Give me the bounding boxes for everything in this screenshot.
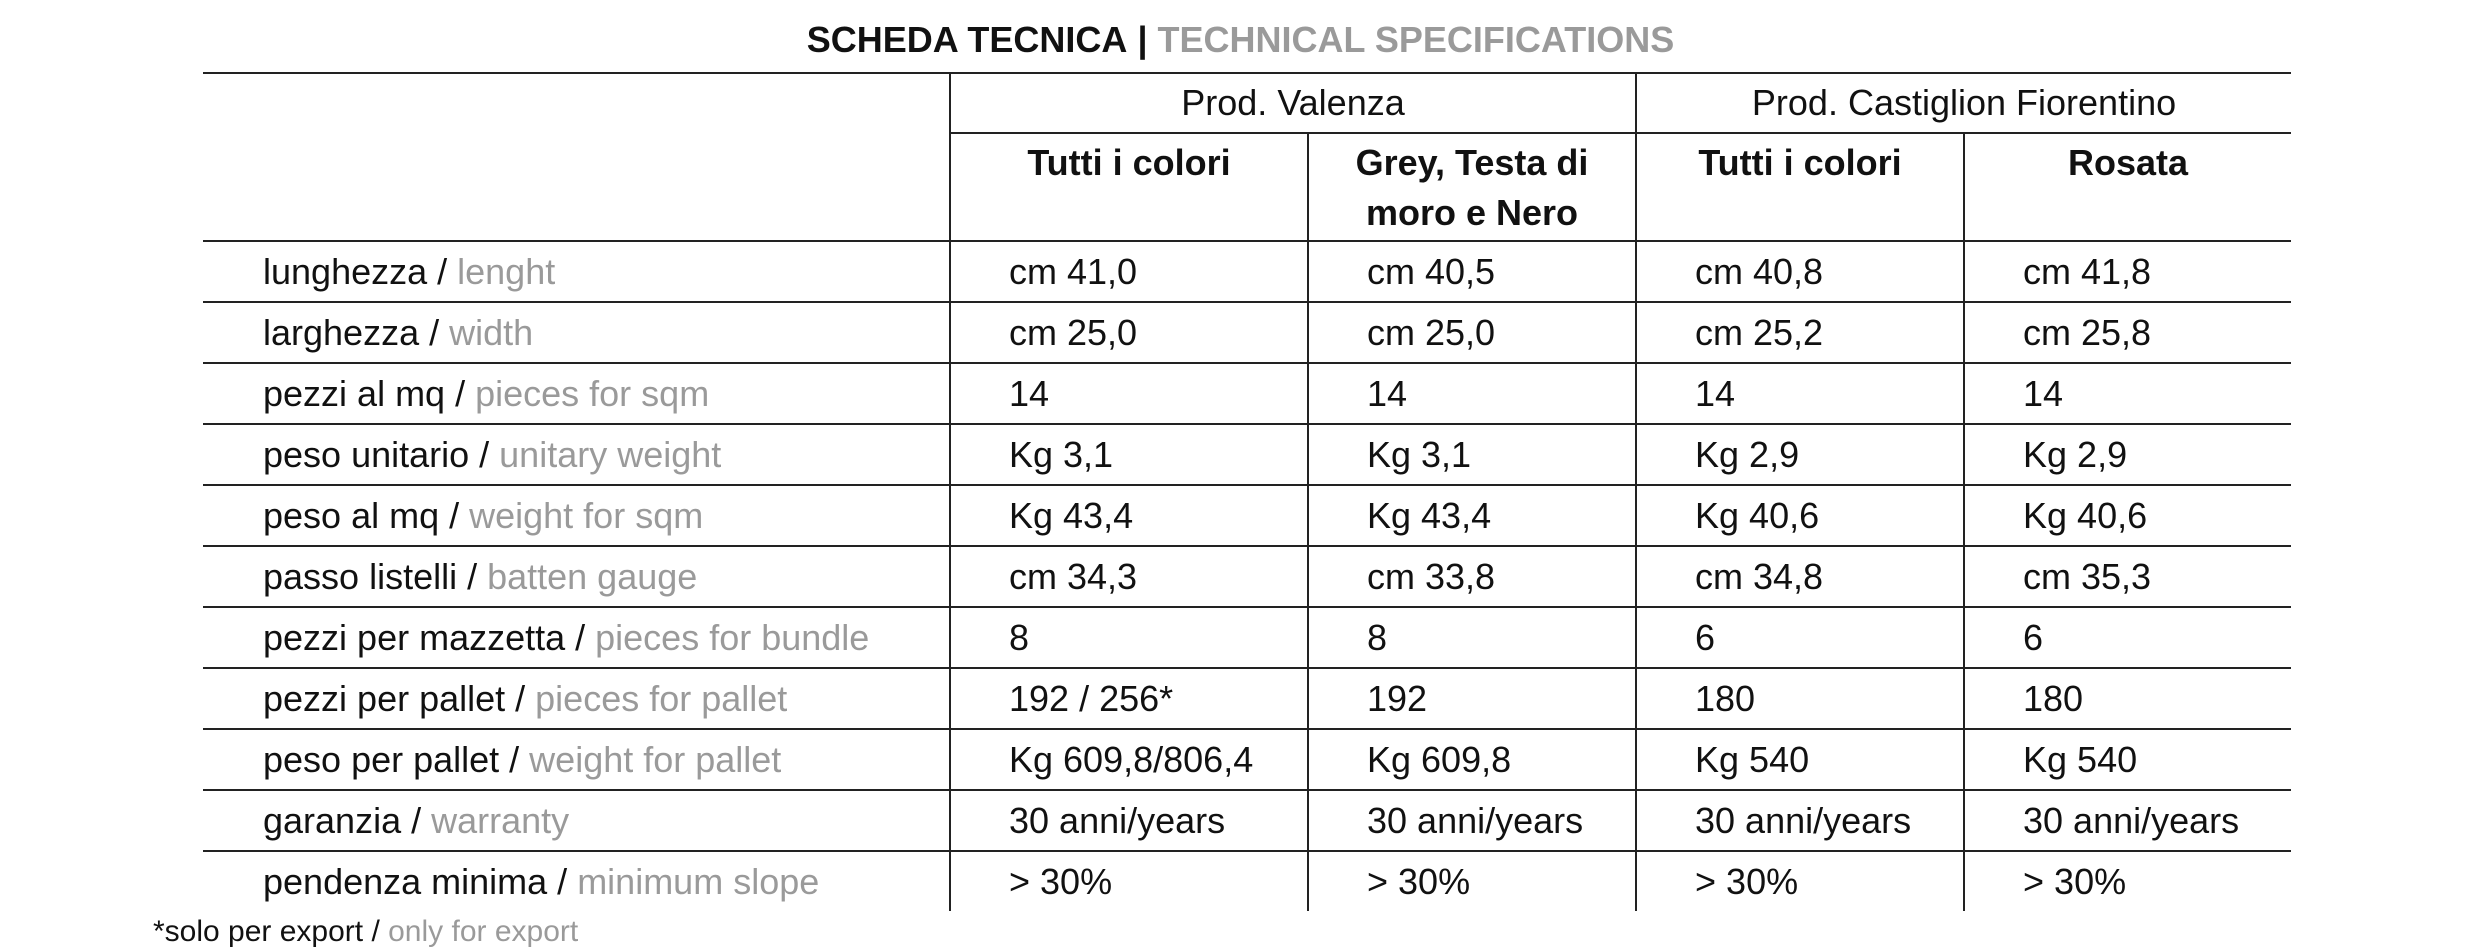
column-header: Rosata (1964, 133, 2291, 241)
table-cell: cm 40,8 (1636, 241, 1964, 302)
row-label: garanzia / warranty (203, 790, 950, 851)
table-cell: > 30% (950, 851, 1308, 911)
table-cell: Kg 3,1 (1308, 424, 1636, 485)
table-cell: cm 34,3 (950, 546, 1308, 607)
table-row (203, 302, 2291, 363)
table-cell: 6 (1964, 607, 2291, 668)
footnote-english: only for export (388, 915, 579, 948)
row-label: pezzi per pallet / pieces for pallet (203, 668, 950, 729)
table-cell: Kg 609,8 (1308, 729, 1636, 790)
table-row (203, 668, 2291, 729)
table-row (203, 546, 2291, 607)
row-label: passo listelli / batten gauge (203, 546, 950, 607)
table-cell: > 30% (1636, 851, 1964, 911)
table-cell: Kg 540 (1964, 729, 2291, 790)
table-cell: Kg 40,6 (1636, 485, 1964, 546)
table-cell: Kg 609,8/806,4 (950, 729, 1308, 790)
table-row (203, 729, 2291, 790)
table-cell: cm 40,5 (1308, 241, 1636, 302)
table-cell: cm 25,0 (950, 302, 1308, 363)
table-cell: > 30% (1308, 851, 1636, 911)
table-cell: 192 / 256* (950, 668, 1308, 729)
producer-header-row (203, 73, 2291, 133)
column-header: Grey, Testa di moro e Nero (1308, 133, 1636, 241)
table-cell: cm 41,8 (1964, 241, 2291, 302)
table-cell: Kg 40,6 (1964, 485, 2291, 546)
table-cell: cm 25,2 (1636, 302, 1964, 363)
table-cell: 180 (1636, 668, 1964, 729)
table-cell: 14 (1308, 363, 1636, 424)
spec-table (203, 72, 2291, 911)
row-label: pezzi al mq / pieces for sqm (203, 363, 950, 424)
table-row (203, 607, 2291, 668)
row-label: peso al mq / weight for sqm (203, 485, 950, 546)
table-cell: 8 (950, 607, 1308, 668)
table-cell: Kg 43,4 (950, 485, 1308, 546)
document-title (0, 14, 2481, 66)
table-cell: 30 anni/years (1964, 790, 2291, 851)
header-blank-cell (203, 73, 950, 241)
title-separator: | (1137, 19, 1148, 60)
table-cell: Kg 3,1 (950, 424, 1308, 485)
table-cell: 14 (1964, 363, 2291, 424)
column-header: Tutti i colori (950, 133, 1308, 241)
table-cell: cm 41,0 (950, 241, 1308, 302)
table-cell: 14 (1636, 363, 1964, 424)
table-cell: 30 anni/years (950, 790, 1308, 851)
table-cell: 30 anni/years (1308, 790, 1636, 851)
table-cell: 180 (1964, 668, 2291, 729)
table-cell: Kg 540 (1636, 729, 1964, 790)
row-label: peso per pallet / weight for pallet (203, 729, 950, 790)
table-row (203, 851, 2291, 911)
table-row (203, 790, 2291, 851)
producer-valenza: Prod. Valenza (950, 73, 1636, 133)
row-label: pendenza minima / minimum slope (263, 860, 820, 902)
column-header: Tutti i colori (1636, 133, 1964, 241)
table-row (203, 424, 2291, 485)
table-cell: cm 25,0 (1308, 302, 1636, 363)
row-label: lunghezza / lenght (203, 241, 950, 302)
table-cell: 8 (1308, 607, 1636, 668)
table-row (203, 485, 2291, 546)
row-label: peso unitario / unitary weight (203, 424, 950, 485)
table-cell: 14 (950, 363, 1308, 424)
table-cell: 6 (1636, 607, 1964, 668)
table-row (203, 363, 2291, 424)
footnote (153, 914, 578, 950)
footnote-italian: *solo per export / (153, 915, 389, 948)
table-cell: 192 (1308, 668, 1636, 729)
table-cell: 30 anni/years (1636, 790, 1964, 851)
title-italian: SCHEDA TECNICA (806, 19, 1128, 60)
row-label: pezzi per mazzetta / pieces for bundle (203, 607, 950, 668)
table-cell: cm 33,8 (1308, 546, 1636, 607)
table-cell: Kg 2,9 (1964, 424, 2291, 485)
producer-castiglion: Prod. Castiglion Fiorentino (1636, 73, 2291, 133)
row-label: larghezza / width (203, 302, 950, 363)
table-cell: cm 34,8 (1636, 546, 1964, 607)
table-cell: Kg 43,4 (1308, 485, 1636, 546)
table-cell: cm 35,3 (1964, 546, 2291, 607)
table-cell: > 30% (1964, 851, 2291, 911)
table-row (203, 241, 2291, 302)
title-english: TECHNICAL SPECIFICATIONS (1157, 19, 1675, 60)
table-cell: Kg 2,9 (1636, 424, 1964, 485)
table-cell: cm 25,8 (1964, 302, 2291, 363)
